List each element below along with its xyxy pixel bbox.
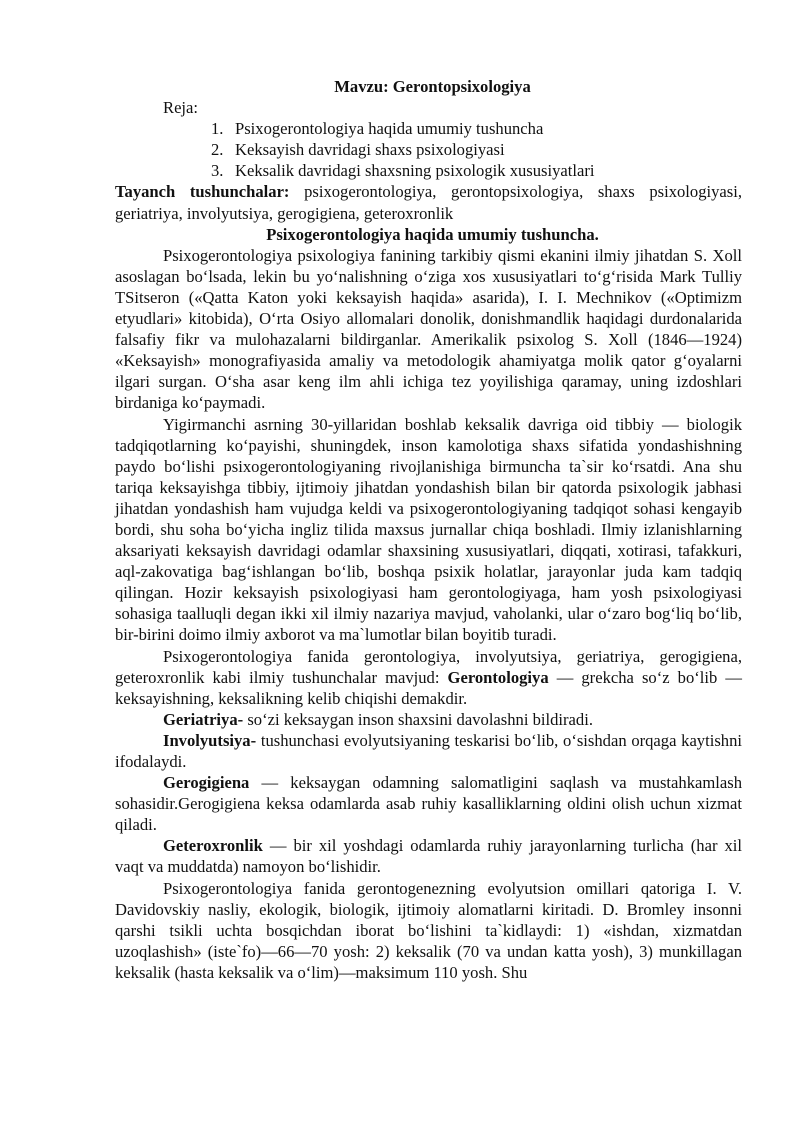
- plan-item-number: 2.: [211, 140, 224, 160]
- definition-text: tushunchasi evolyutsiyaning teskarisi bo‘lib, o‘sishdan orqaga kaytishni ifodalaydi.: [115, 730, 742, 771]
- document-title: Mavzu: Gerontopsixologiya: [334, 77, 531, 96]
- key-concepts-label: Tayanch tushunchalar:: [115, 182, 290, 202]
- plan-item: [211, 139, 742, 160]
- paragraph-2: Yigirmanchi asrning 30-yillaridan boshlab keksalik davriga oid tibbiy — biologik tadqiqotlarning ko‘payishi, shuningdek, inson kamolotiga shaxs sifatida yondashishning paydo bo‘lishi psixogerontologiyaning rivojlanishiga birmuncha ta`sir ko‘rsatdi. Ana shu tariqa keksayishga tibbiy, ijtimoiy jihatdan yondashish bilan bir qatorda psixologik jabhasi jihatdan yondashish ham vujudga keldi va psixogerontologiyaning tadqiqot sohasi kengayib bordi, shu soha bo‘yicha ingliz tilida maxsus jurnallar chiqa boshladi. Ilmiy izlanishlarning aksariyati keksayish davridagi odamlar shaxsining xususiyatlari, diqqati, xotirasi, tafakkuri, aql-zakovatiga bag‘ishlangan bo‘lib, boshqa psixik holatlar, jarayonlar juda kam tadqiq qilingan. Hozir keksayish psixologiyasi ham gerontologiyaga, ham yosh psixologiyasi sohasiga taalluqli degan ikki xil ilmiy nazariya mavjud, vaholanki, ular o‘zaro bog‘liq bo‘lib, bir-birini doimo ilmiy axborot va ma`lumotlar bilan boyitib turadi.: [115, 414, 742, 645]
- plan-item-text: Keksayish davridagi shaxs psixologiyasi: [235, 140, 505, 160]
- plan-item-text: Keksalik davridagi shaxsning psixologik xususiyatlari: [235, 161, 595, 181]
- definition-gerogigiena: [115, 772, 742, 835]
- paragraph-3: [115, 646, 742, 709]
- definition-geriatriya: [115, 709, 742, 730]
- plan-label: Reja:: [163, 98, 199, 118]
- term-geriatriya: Geriatriya-: [163, 709, 244, 729]
- term-gerontologiya: Gerontologiya: [447, 667, 549, 687]
- term-involyutsiya: Involyutsiya-: [163, 730, 257, 750]
- term-gerogigiena: Gerogigiena: [163, 773, 250, 793]
- definition-text: — keksaygan odamning salomatligini saqlash va mustahkamlash sohasidir.Gerogigiena keksa odamlarda asab ruhiy kasalliklarning oldini olish uchun xizmat qiladi.: [115, 773, 742, 835]
- key-concepts: [115, 181, 742, 223]
- paragraph-3-rest: — grekcha so‘z bo‘lib — keksayishning, keksalikning kelib chiqishi demakdir.: [115, 667, 742, 708]
- key-concepts-text: psixogerontologiya, gerontopsixologiya, shaxs psixologiyasi, geriatriya, involyutsiya, gerogigiena, geteroxronlik: [115, 182, 742, 223]
- paragraph-3-text: Psixogerontologiya fanida gerontologiya, involyutsiya, geriatriya, gerogigiena, geteroxronlik kabi ilmiy tushunchalar mavjud:: [115, 646, 742, 687]
- plan-item: [211, 118, 742, 139]
- plan-item-number: 3.: [211, 161, 224, 181]
- section-heading: Psixogerontologiya haqida umumiy tushuncha.: [266, 224, 599, 244]
- definition-text: so‘zi keksaygan inson shaxsini davolashni bildiradi.: [243, 709, 593, 729]
- term-geteroxronlik: Geteroxronlik: [163, 836, 263, 856]
- plan-item-number: 1.: [211, 119, 224, 139]
- plan-list: [115, 118, 742, 181]
- definition-geteroxronlik: [115, 835, 742, 877]
- definition-text: — bir xil yoshdagi odamlarda ruhiy jarayonlarning turlicha (har xil vaqt va muddatda) namoyon bo‘lishidir.: [115, 836, 742, 877]
- plan-item: [211, 160, 742, 181]
- paragraph-last: Psixogerontologiya fanida gerontogenezning evolyutsion omillari qatoriga I. V. Davidovskiy nasliy, ekologik, biologik, ijtimoiy alomatlarni kiritadi. D. Bromley insonni qarshi tsikli uchta bosqichdan iborat bo‘lishini ta`kidlaydi: 1) «ishdan, xizmatdan uzoqlashish» (iste`fo)—66—70 yosh: 2) keksalik (70 va undan katta yosh), 3) munkillagan keksalik (hasta keksalik va o‘lim)—maksimum 110 yosh. Shu: [115, 878, 742, 982]
- definition-involyutsiya: [115, 730, 742, 772]
- paragraph-1: Psixogerontologiya psixologiya fanining tarkibiy qismi ekanini ilmiy jihatdan S. Xoll asoslagan bo‘lsada, lekin bu yo‘nalishning o‘ziga xos xususiyatlari to‘g‘risida Mark Tulliy TSitseron («Qatta Katon yoki keksayish haqida» asarida), I. I. Mechnikov («Optimizm etyudlari» kitobida), O‘rta Osiyo allomalari donolik, donishmandlik haqidagi durdonalarida falsafiy fikr va mulohazalarni bildirganlar. Amerikalik psixolog S. Xoll (1846—1924) «Keksayish» monografiyasida amaliy va metodologik ahamiyatga molik qator g‘oyalarni ilgari surgan. O‘sha asar keng ilm ahli ichiga tez yoyilishiga qaramay, uning izdoshlari birdaniga ko‘paymadi.: [115, 245, 742, 413]
- plan-item-text: Psixogerontologiya haqida umumiy tushuncha: [235, 119, 544, 139]
